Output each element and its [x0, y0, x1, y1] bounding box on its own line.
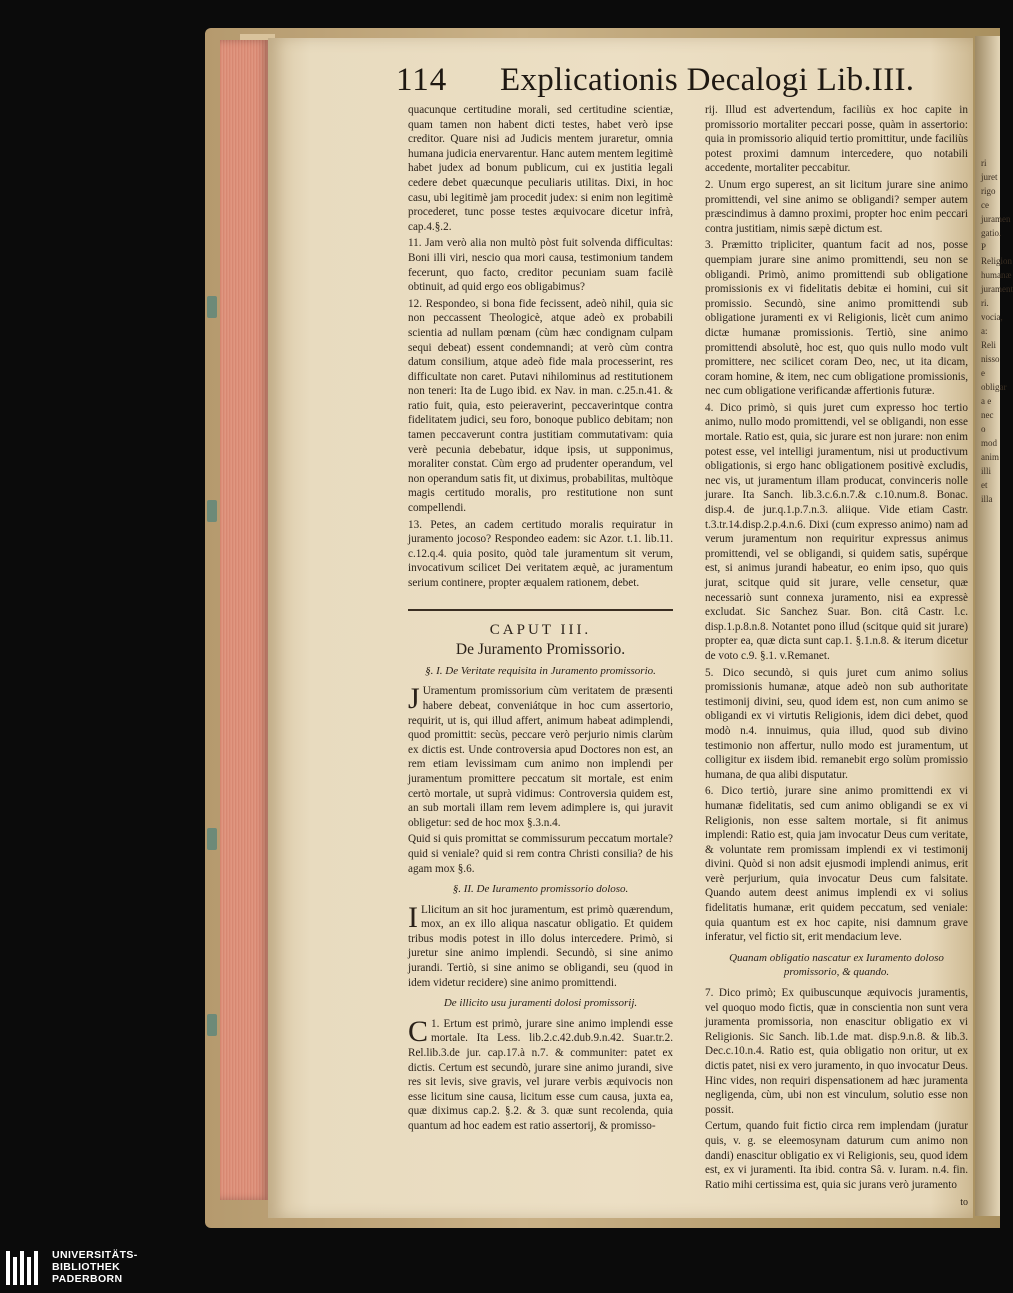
facing-page-fragment: gatio. P: [981, 228, 1002, 252]
right-column: [705, 103, 968, 1211]
facing-page-fragment: a e: [981, 396, 992, 406]
paragraph: 12. Respondeo, si bona fide fecissent, adeò nihil, quia sic non peccassent Theologicè, atque adeò ex probabili scientia ad nullam pœnam (cùm hæc condignam culpam sequi debeat) essent condemnandi; at verò cùm contra datum consilium, atque adeò fide mala processerint, res difficultate non caret. Putavi nihilominus ad restitutionem non teneri: Ita de Lugo ibid. ex Nav. in man. c.25.n.41. & ratio fuit, quia, esto peieraverint, peccaverintque contra fidelitatem judici, seu foro, bonoque publico debitam; non tamen peccaverunt contra justitiam commutativam: quia verè pecunia debebatur, idque ipsis, ut supponimus, moraliter constat. Cùm ergo ad prudenter operandum, vel non operandum satis fit, ut diximus, probabilitas, multòque magis certitudo moralis, pro restitutione non sunt compellendi.: [408, 297, 673, 515]
library-name-line: UNIVERSITÄTS-: [52, 1249, 138, 1261]
clasp: [207, 500, 217, 522]
facing-page-fragment: jurament: [981, 284, 1013, 294]
facing-page-fragment: ri juret: [981, 158, 998, 182]
clasp: [207, 1014, 217, 1036]
facing-page-fragment: rigo ce: [981, 186, 996, 210]
facing-page-fragment: anim: [981, 452, 999, 462]
running-head: [396, 62, 956, 106]
facing-page-fragment: Religion: [981, 256, 1012, 266]
library-logo: [0, 1243, 1000, 1293]
section-heading: §. II. De Iuramento promissorio doloso.: [452, 883, 629, 896]
chapter-title: CAPUT III.: [489, 621, 592, 638]
facing-page-fragment: humanæ: [981, 270, 1012, 280]
paragraph: 7. Dico primò; Ex quibuscunque æquivocis juramentis, vel quoquo modo fictis, quæ in conscientia non sunt vera juramenta promissoria, non enascitur obligatio ex vi Religionis. Sic Sanch. lib.1.de mat. disp.9.n.8. & lib.3. Dec.c.10.n.4. Ratio est, quia obligatio non oritur, ut ex dictis patet, nisi ex vero juramento, in quo invocatur Deus. Hinc vides, non requiri dispensationem ad hæc juramenta negligenda, cùm, ubi non est vinculum, solutio esse non possit.: [705, 987, 968, 1116]
left-column: [408, 103, 673, 1136]
paragraph: 6. Dico tertiò, jurare sine animo promittendi ex vi humanæ fidelitatis, sed cum animo obligandi se ex vi Religionis, non esse saltem mortale, si fit animus implendi: Ratio est, quia jam invocatur Deus cum veritate, & voluntate rem promissam implendi ex vi testimonij divini. Quòd si non adsit ejusmodi implendi animus, erit verè perjurium, quia invocatur Deus cum falsitate. Quando autem deest animus implendi ex vi solius fidelitatis humanæ, erit quidem peccatum, sed veniale: quia quantum est ex hoc capite, nisi damnum grave inferatur, vel fictio sit, erit mendacium leve.: [705, 785, 968, 944]
drop-cap: C: [408, 1014, 429, 1048]
paragraph: 13. Petes, an cadem certitudo moralis requiratur in juramento jocoso? Respondeo eadem: sic Azor. t.1. lib.11. c.12.q.4. quia posito, quòd tale juramentum sit verum, invocativum scilicet Dei veritatem æquè, ac juramentum serium continere, propter æqualem rationem, debet.: [408, 518, 673, 589]
clasp: [207, 296, 217, 318]
clasp: [207, 828, 217, 850]
paragraph: 2. Unum ergo superest, an sit licitum jurare sine animo promittendi, vel sine animo se obligandi? semper autem præscindimus à damno proximi, propter hoc enim peccari contra justitiam, nimis sæpè dictum est.: [705, 178, 968, 235]
paragraph: [408, 900, 673, 991]
section-heading: Quanam obligatio nascatur ex Iuramento doloso promissorio, & quando.: [729, 951, 944, 979]
page-edges: [220, 40, 270, 1200]
paragraph: 3. Præmitto tripliciter, quantum facit ad nos, posse quempiam jurare sine animo promittendi, seu non se obligandi. Primò, animo promittendi sub obligatione promissionis ex vi fidelitatis debitæ ei homini, cui sit promissio. Secundò, sine animo promittendi sub obligatione juramenti ex vi Religionis, licèt cum animo dictæ humanæ promissionis. Tertiò, sine animo promittendi absolutè, hoc est, quo quis nullo modo vult promittere, nec scilicet coram Deo, nec, ut ita dicam, coram homine, & item, nec cum obligatione promissionis, nec cum obligatione verificandæ affertionis futuræ.: [705, 239, 968, 398]
facing-page-fragment: nec: [981, 410, 994, 420]
paragraph: rij. Illud est advertendum, faciliùs ex hoc capite in promissorio mortaliter peccari posse, quàm in assertorio: quia in promissorio aliquid tertio promittitur, unde faciliùs potest proximi damnum intercedere, quo notabili accedente, mortaliter peccabitur.: [705, 104, 968, 175]
paragraph: [408, 1014, 673, 1134]
section-heading: §. I. De Veritate requisita in Juramento promissorio.: [425, 664, 656, 677]
library-logo-icon: [6, 1251, 44, 1285]
paragraph-text: Uramentum promissorium cùm veritatem de præsenti habere debeat, conveniátque in hoc cum assertorio, requirit, ut is, qui illud affert, animum habeat adimplendi, quod promittit: secùs, peccare verò perjurio nimis clarùm ex dictis est. Unde controversia apud Doctores non est, an rem etiam levissimam cum animo non implendi per juramentum promittere peccatum sit mortale, est enim certò mortale, ut suprà vidimus: Controversia quidem est, an sub mortali illam rem levem adimplere is, qui juravit obligetur: sed de hoc mox §.3.n.4.: [408, 685, 673, 829]
paragraph: Certum, quando fuit fictio circa rem implendam (juratur quis, v. g. se eleemosynam daturum cum animo non dandi) enascitur obligatio ex vi Religionis, seu, quod idem est, ex vi juramenti. Ita ibid. contra Sâ. v. Iuram. n.4. fin. Ratio mihi certissima est, quia sic jurans verò juramento: [705, 1120, 968, 1191]
paragraph: [408, 684, 673, 830]
drop-cap: I: [408, 900, 418, 934]
facing-page-fragment: o mod: [981, 424, 998, 448]
facing-page-fragment: illi: [981, 466, 992, 476]
facing-page-fragment: obligar: [981, 382, 1007, 392]
paragraph-text: Llicitum an sit hoc juramentum, est primò quærendum, mox, an ex illo aliqua nascatur obligatio. Et quidem tribus modis potest in illo dolus intercedere. Primò, si juretur sine animo implendi. Secundò, si sine animo jurandi. Tertiò, si sine animo se obligandi, seu (quod in idem videtur recidere) sine animo promittendi.: [408, 903, 673, 989]
catchword: to: [960, 1197, 968, 1209]
drop-cap: J: [408, 682, 420, 716]
divider: [408, 609, 673, 611]
facing-page-fragment: nisso e: [981, 354, 1000, 378]
facing-page-fragment: ri.: [981, 298, 989, 308]
subsection-heading: De illicito usu juramenti dolosi promissorij.: [443, 997, 638, 1010]
facing-page-fragment: a: Reli: [981, 326, 996, 350]
paragraph: quacunque certitudine morali, sed certitudine scientiæ, quam tamen non habent dicti testes, habet verò ipse creditor. Quare nisi ad Judicis mentem juraretur, omnia humana judicia enervarentur. Hanc autem mentem legitimè habet judex ad bonum publicum, cui ex justitia legali cedere debet quæcunque peculiaris utilitas. Dixi, in hoc casu, ubi legitimè jam procedit judex: si enim non legitimè procederet, tunc posse testes æquivocare dicetur infrà, cap.4.§.2.: [408, 104, 673, 233]
running-title: Explicationis Decalogi Lib.III.: [500, 62, 915, 98]
page-number: 114: [396, 62, 448, 98]
paragraph: Quid si quis promittat se commissurum peccatum mortale? quid si veniale? quid si rem contra Christi consilia? de his agam mox §.6.: [408, 833, 673, 875]
facing-page-fragment: juramen: [981, 214, 1011, 224]
library-name-line: PADERBORN: [52, 1273, 123, 1285]
library-name-line: BIBLIOTHEK: [52, 1261, 121, 1273]
paragraph: 11. Jam verò alia non multò pòst fuit solvenda difficultas: Boni illi viri, nescio qua mori causa, testimonium tandem fecerunt, quo facto, creditor pecuniam suam facilè obtinuit, ad quid ergo eos obligabimus?: [408, 237, 673, 294]
paragraph-text: 1. Ertum est primò, jurare sine animo implendi esse mortale. Ita Less. lib.2.c.42.dub.9.n.42. Suar.tr.2. Rel.lib.3.de jur. cap.17.à n.7. & communiter: patet ex dictis. Certum est secundò, jurare sine animo jurandi, sive res sit levis, sive gravis, vel jurare verbis æquivocis non esse licitum sine causa, licitum esse cum causa, juxta ea, quæ diximus cap.2. §.2. & 3. quæ sunt recolenda, quia quantum ad hoc eadem est ratio assertorij, & promisso-: [408, 1017, 673, 1132]
paragraph: 4. Dico primò, si quis juret cum expresso hoc tertio animo, nullo modo promittendi, vel se obligandi, non esse mortale. Ratio est, quia, sic jurare est non jurare: non enim potest esse, vel intelligi juramentum, nisi ut productivum obligationis, si ergo hanc obligationem positivè excludis, nec vis, ut juramentum illam producat, convinceris nolle jurare. Ita Sanch. lib.3.c.6.n.7.& c.10.num.8. Bonac. disp.4. de jur.q.1.p.7.n.3. aliique. Vide etiam Castr. t.3.tr.14.disp.2.p.4.n.6. Dixi (cum expresso animo) nam ad verum juramentum non requiritur expressus animus promittendi, vel se obligandi, si quidem satis, supérque est, si animus jurandi habeatur, eo enim ipso, quo quis jurat, scitque quid sit jurare, velle censetur, quæ necessariò sunt connexa juramento, nisi ea expressè excludat. Sic Sanchez Suar. Bon. citâ Castr. l.c. disp.1.p.8.n.8. Notantet pono illud (scitque quid sit jurare) propter ea, quæ dicta sunt cap.1. §.1.n.8. & iterum dicetur de voto c.9. §.1. v.Remanet.: [705, 401, 968, 662]
facing-page-fragment: vocia,: [981, 312, 1003, 322]
facing-page-fragment: et illa: [981, 480, 993, 504]
library-name: [52, 1249, 138, 1285]
chapter-subtitle: De Juramento Promissorio.: [455, 641, 626, 659]
facing-page-edge: [975, 36, 1013, 1216]
paragraph: 5. Dico secundò, si quis juret cum animo solius promissionis humanæ, atque adeò non sub authoritate testimonij divini, seu, quod idem est, non cum animo se obligandi ex vi virtutis Religionis, idem dici debet, quod modò n.4. innuimus, quia illud, quod sub divino testimonio non affertur, nullo modo est juramentum, ut colligitur ex iisdem ibid. remanebit ergo solùm promissio humana, de qua alibi disputatur.: [705, 666, 968, 781]
